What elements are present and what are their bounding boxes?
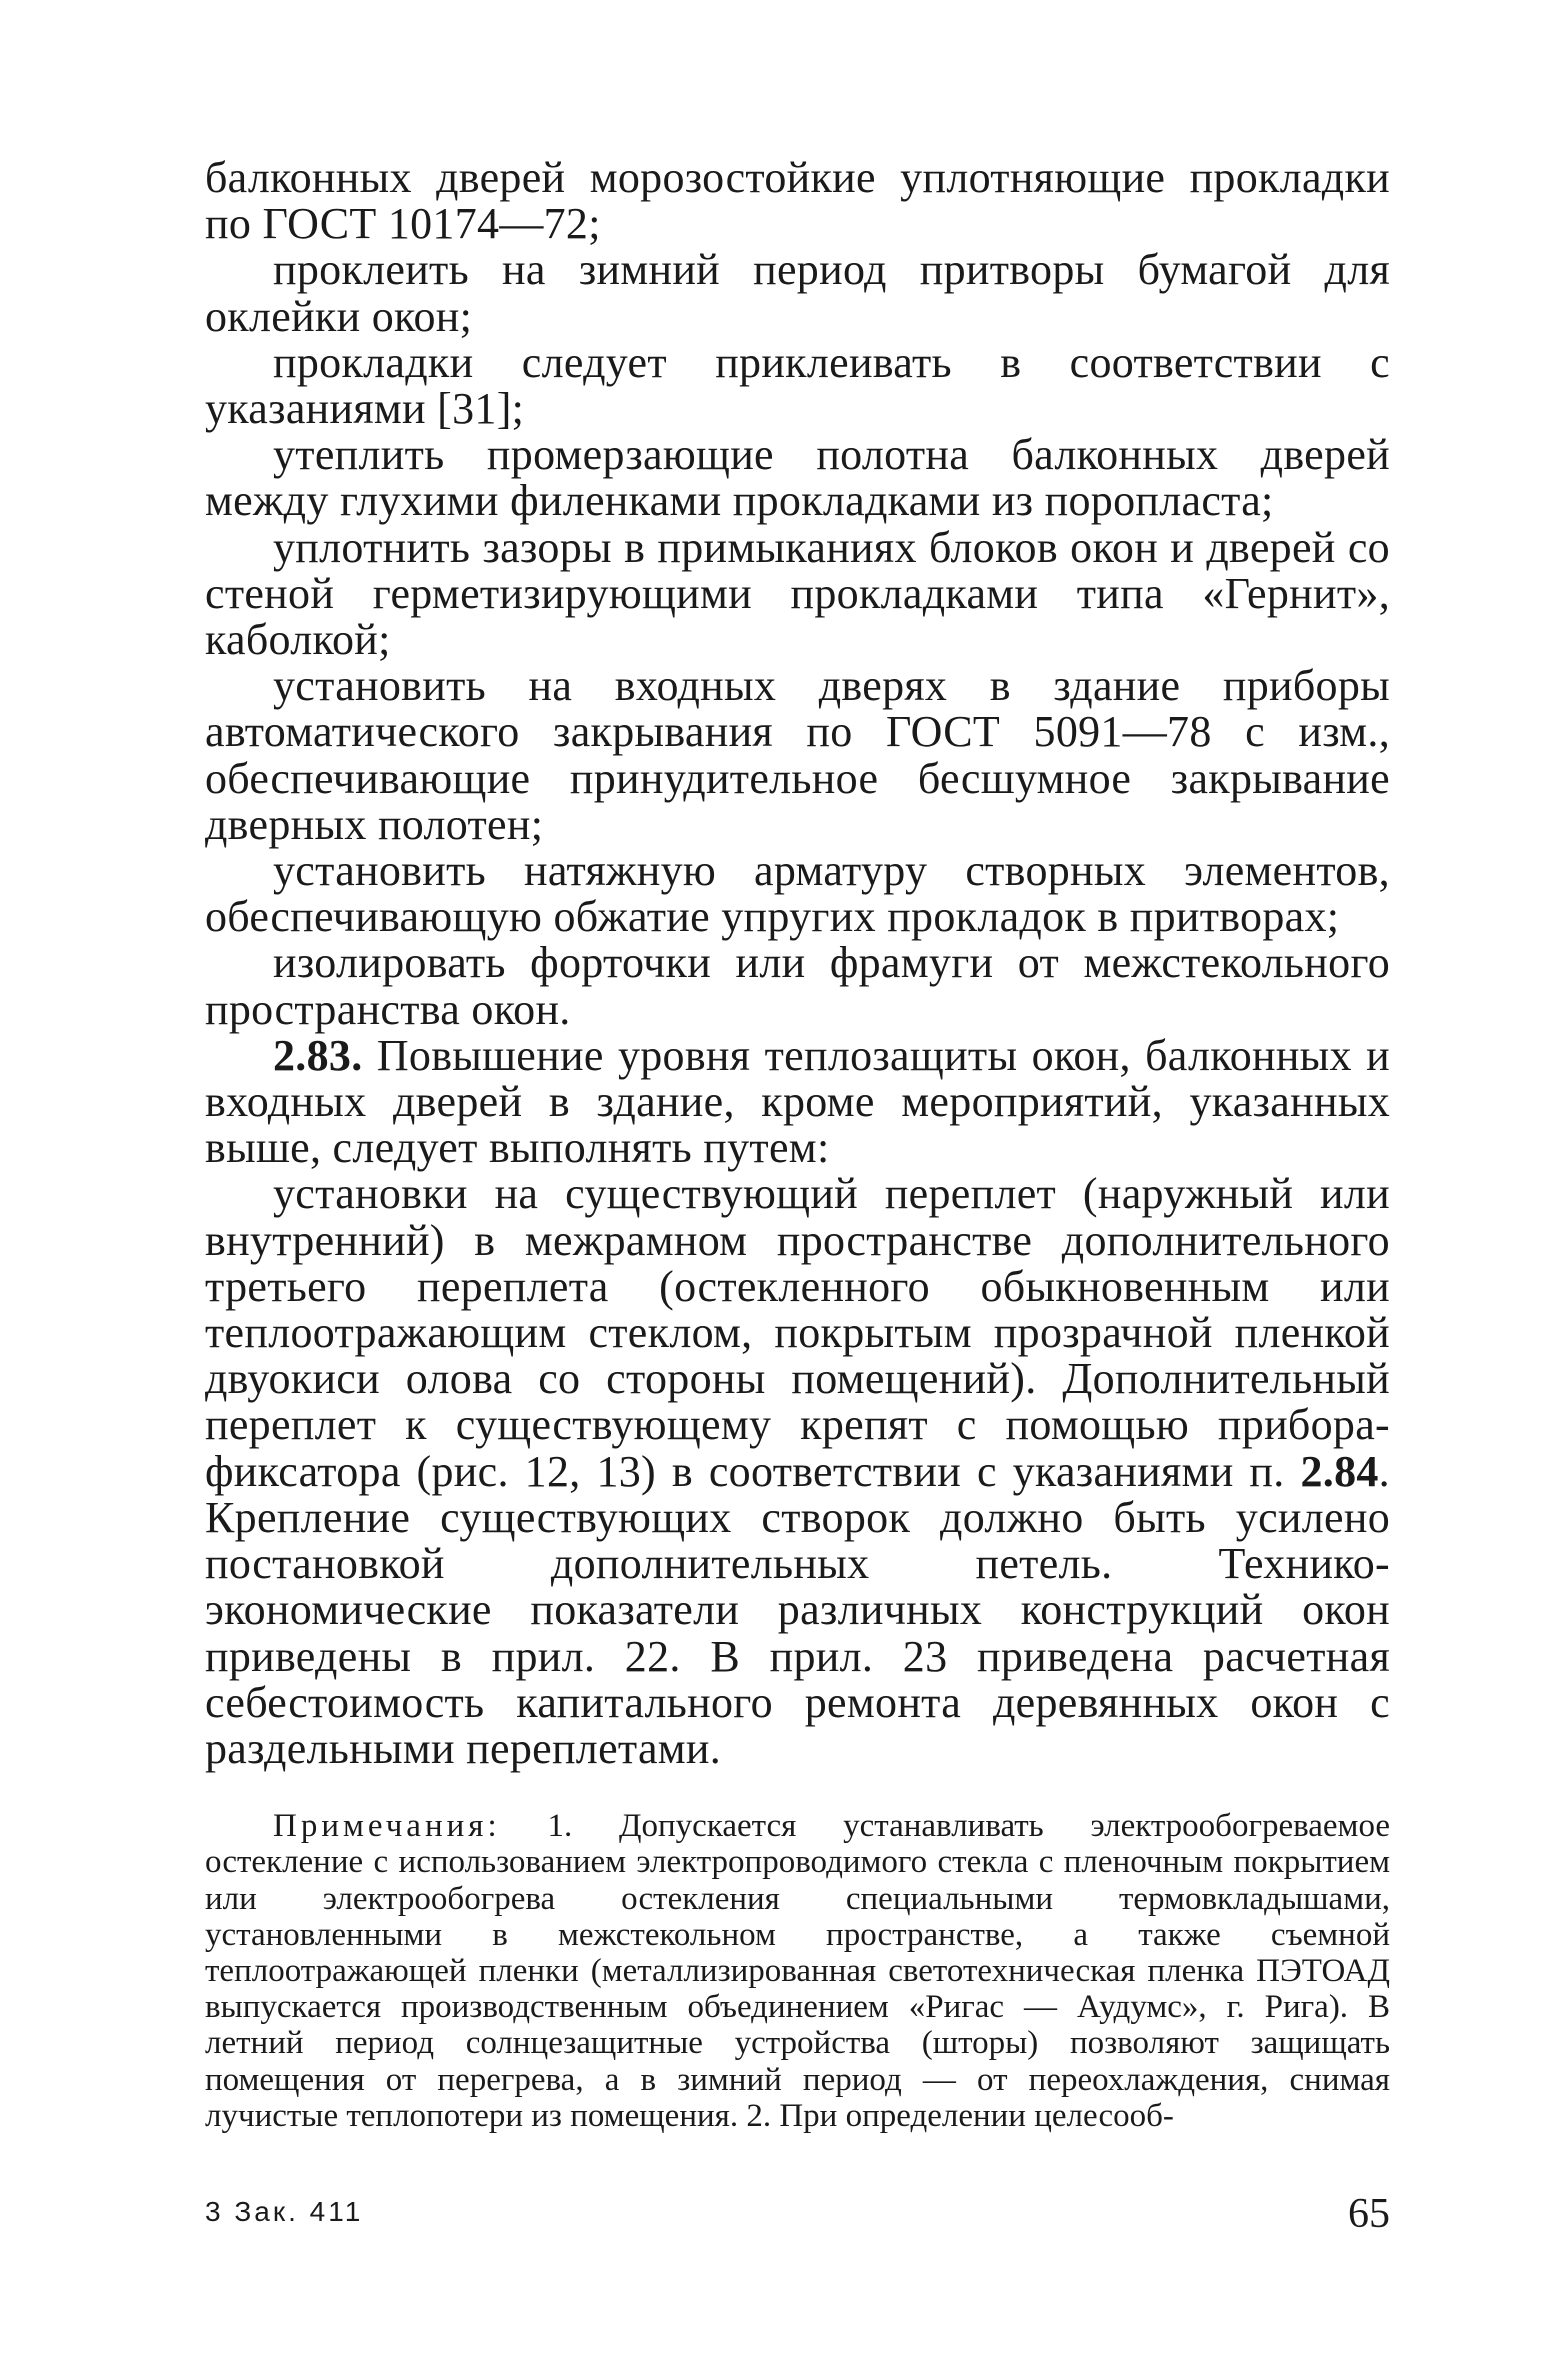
paragraph: установить на входных дверях в здание приборы автоматического закрывания по ГОСТ 5091—78 с изм., обеспечивающие принудительное бесшумное закрывание дверных полотен;	[205, 661, 1390, 849]
main-text	[205, 155, 1390, 1772]
paragraph: прокладки следует приклеивать в соответствии с указаниями [31];	[205, 337, 1390, 434]
paragraph: установить натяжную арматуру створных элементов, обеспечивающую обжатие упругих прокладок в притворах;	[205, 846, 1390, 942]
page-footer	[205, 2190, 1390, 2240]
page-number: 65	[1348, 2191, 1390, 2237]
note-text: 1. Допускается устанавливать электрообогреваемое остекление с использованием электропроводимого стекла с пленочным покрытием или электрообогрева остекления специальными термовкладышами, установленными в межстекольном пространстве, а также съемной теплоотражающей пленки (металлизированная светотехническая пленка ПЭТОАД выпускается производственным объединением «Ригас — Аудумс», г. Рига). В летний период солнцезащитные устройства (шторы) позволяют защищать помещения от перегрева, а в зимний период — от переохлаждения, снимая лучистые теплопотери из помещения. 2. При определении целесооб-	[205, 1808, 1390, 2134]
reference-number: 2.84	[1300, 1446, 1379, 1496]
section-text: Повышение уровня теплозащиты окон, балконных и входных дверей в здание, кроме мероприятий, указанных выше, следует выполнять путем:	[205, 1030, 1390, 1173]
order-number: 3 Зак. 411	[205, 2196, 364, 2227]
paragraph	[205, 1171, 1390, 1772]
section-number: 2.83.	[273, 1030, 363, 1080]
note-block	[205, 1808, 1390, 2134]
section-paragraph	[205, 1030, 1390, 1173]
document-page	[205, 155, 1390, 2134]
paragraph: утеплить промерзающие полотна балконных дверей между глухими филенками прокладками из поропласта;	[205, 430, 1390, 526]
paragraph: уплотнить зазоры в примыканиях блоков окон и дверей со стеной герметизирующими прокладками типа «Гернит», каболкой;	[205, 522, 1390, 665]
paragraph-text: установки на существующий переплет (наружный или внутренний) в межрамном пространстве дополнительного третьего переплета (остекленного обыкновенным или теплоотражающим стеклом, покрытым прозрачной пленкой двуокиси олова со стороны помещений). Дополнительный переплет к существующему крепят с помощью прибора-фиксатора (рис. 12, 13) в соответствии с указаниями п.	[205, 1169, 1390, 1496]
note-label: Примечания:	[273, 1808, 501, 1845]
paragraph: изолировать форточки или фрамуги от межстекольного пространства окон.	[205, 938, 1390, 1034]
paragraph: проклеить на зимний период притворы бумагой для оклейки окон;	[205, 245, 1390, 341]
paragraph-text: . Крепление существующих створок должно быть усилено постановкой дополнительных петель. Технико-экономические показатели различных конструкций окон приведены в прил. 22. В прил. 23 приведена расчетная себестоимость капитального ремонта деревянных окон с раздельными переплетами.	[205, 1446, 1390, 1773]
paragraph: балконных дверей морозостойкие уплотняющие прокладки по ГОСТ 10174—72;	[205, 153, 1390, 249]
